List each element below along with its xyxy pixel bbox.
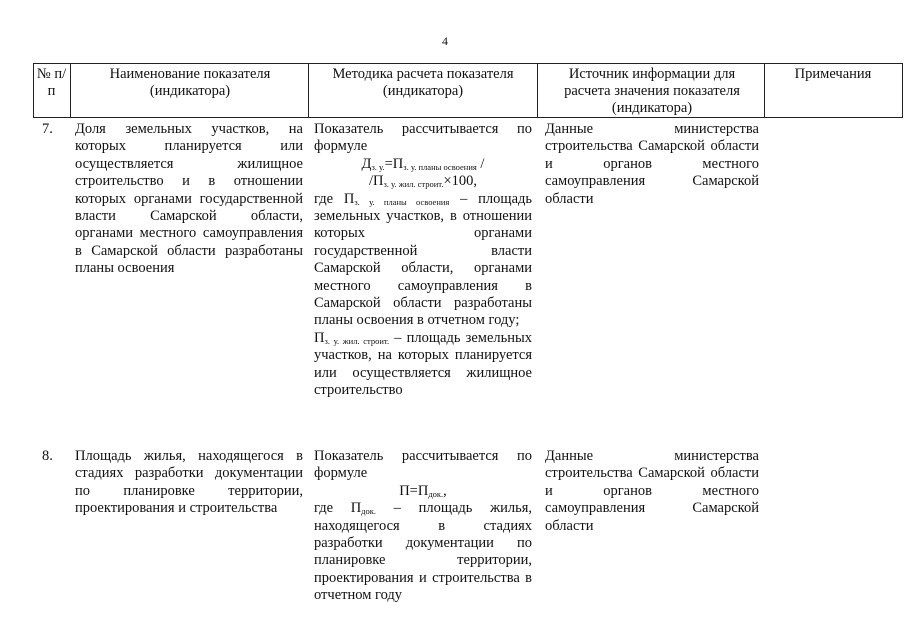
row-8-method-intro: Показатель рассчитывается по формуле (314, 448, 532, 482)
definition-symbol: где П (314, 190, 355, 207)
formula-subscript: з. у. жил. строит. (383, 179, 444, 190)
header-col-method: Методика расчета показателя (индикатора) (332, 66, 514, 99)
row-7-definition-2 (314, 330, 532, 400)
header-border-2 (308, 63, 309, 118)
formula-punctuation: , (443, 482, 447, 499)
definition-text: – площадь земельных участков, в отношении которых органами государственной власти Самарской области, органами местного самоуправления в Самарской области разработаны планы освоения в отчетном году; (314, 190, 533, 329)
definition-text: – площадь жилья, находящегося в стадиях разработки документации по планировке территории, проектирования и строительства в отчетном году (314, 500, 532, 604)
row-7-number: 7. (42, 121, 53, 137)
row-8-number: 8. (42, 448, 53, 464)
formula-subscript: з. у. планы освоения (403, 161, 477, 172)
formula-divider: / (476, 155, 485, 172)
row-7-method-intro: Показатель рассчитывается по формуле (314, 121, 532, 155)
formula-equals: =П (384, 155, 404, 172)
formula-symbol: Д (361, 155, 372, 172)
header-border-1 (70, 63, 71, 118)
row-8-method (314, 448, 532, 605)
header-border-3 (537, 63, 538, 118)
row-7-formula-line-1 (314, 156, 532, 173)
formula-subscript: з. у. (371, 161, 385, 172)
formula-subscript: док. (428, 488, 444, 499)
header-col-notes: Примечания (794, 66, 872, 82)
row-7-method (314, 121, 532, 400)
header-col-name: Наименование показателя (индикатора) (109, 66, 271, 99)
row-8-formula (314, 483, 532, 500)
header-border-4 (764, 63, 765, 118)
definition-symbol: где П (314, 500, 362, 517)
header-col-number: № п/п (36, 66, 67, 99)
definition-subscript: з. у. жил. строит. (324, 335, 390, 346)
definition-text: – площадь земельных участков, на которых планируется или осуществляется жилищное строительство (314, 329, 532, 399)
header-border-left (33, 63, 34, 118)
row-7-formula-line-2 (314, 173, 532, 190)
definition-subscript: з. у. планы освоения (354, 196, 450, 207)
header-top-border (33, 63, 903, 64)
row-8-name: Площадь жилья, находящегося в стадиях разработки документации по планировке территории, проектирования и строительства (75, 448, 303, 517)
formula-multiplier: ×100, (443, 173, 478, 190)
row-8-source: Данные министерства строительства Самарской области и органов местного самоуправления Самарской области (545, 448, 759, 534)
row-7-definition-1 (314, 191, 532, 330)
row-8-definition (314, 500, 532, 604)
row-7-name: Доля земельных участков, на которых планируется или осуществляется жилищное строительство и в отношении которых органами государственной власти Самарской области, органами местного самоуправления в Самарской области разработаны планы освоения (75, 121, 303, 277)
definition-subscript: док. (361, 506, 377, 517)
row-7-source: Данные министерства строительства Самарской области и органов местного самоуправления Самарской области (545, 121, 759, 207)
definition-symbol: П (314, 329, 325, 346)
header-bottom-border (33, 117, 903, 118)
formula-symbol: П=П (399, 482, 429, 499)
header-border-right (902, 63, 903, 118)
formula-symbol: /П (368, 173, 384, 190)
header-col-source: Источник информации для расчета значения показателя (индикатора) (564, 66, 740, 116)
page-number: 4 (442, 34, 448, 48)
